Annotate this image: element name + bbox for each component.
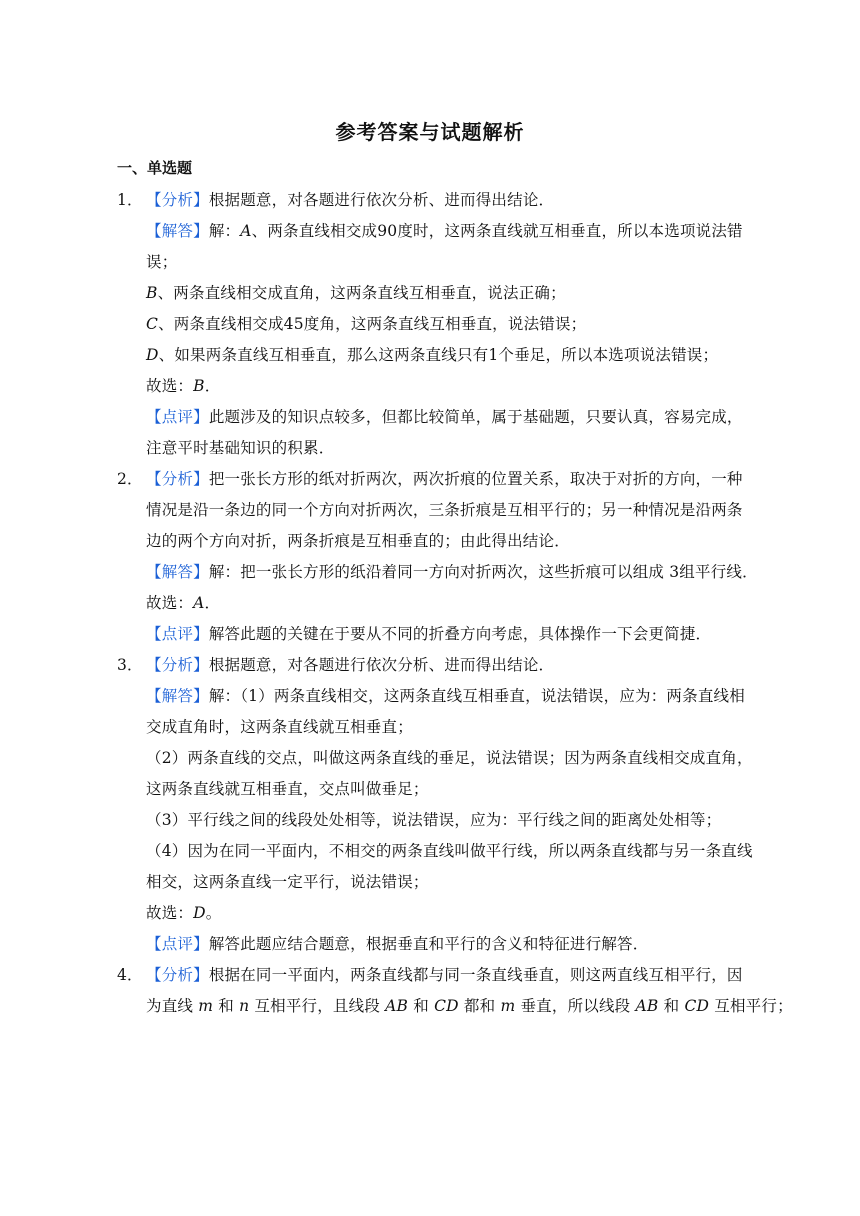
analysis-text: 和 — [408, 997, 435, 1015]
choice-label: 故选： — [146, 904, 194, 922]
analysis-text: 互相平行，且线段 — [249, 997, 386, 1015]
answer-tag: 【解答】 — [146, 687, 209, 705]
option-letter: D — [146, 346, 159, 364]
analysis-text: 为直线 — [146, 997, 199, 1015]
answer-text: 、两条直线相交成直角，这两条直线互相垂直，说法正确； — [157, 284, 566, 302]
answer-text: 这两条直线就互相垂直，交点叫做垂足； — [146, 780, 429, 798]
comment-tag: 【点评】 — [146, 935, 209, 953]
analysis-text: 根据题意，对各题进行依次分析、进而得出结论． — [208, 656, 555, 674]
segment-ab: AB — [635, 997, 659, 1015]
analysis-text: 和 — [658, 997, 685, 1015]
question-number: 4． — [117, 966, 143, 984]
variable-m: m — [198, 997, 214, 1015]
section-heading: 一、单选题 — [117, 159, 193, 177]
choice-letter: D — [193, 904, 206, 922]
answer-tag: 【解答】 — [146, 222, 209, 240]
q1-comment-line — [117, 433, 737, 464]
punctuation: ． — [204, 594, 221, 612]
answer-content — [117, 185, 793, 1022]
answer-text: （4）因为在同一平面内，不相交的两条直线叫做平行线，所以两条直线都与另一条直线 — [146, 842, 753, 860]
page-title: 参考答案与试题解析 — [335, 120, 525, 144]
choice-letter: B — [193, 377, 205, 395]
analysis-tag: 【分析】 — [146, 191, 209, 209]
q2-comment-line — [117, 619, 737, 650]
q3-analysis-line — [117, 650, 737, 681]
choice-label: 故选： — [146, 377, 194, 395]
answer-tag: 【解答】 — [146, 563, 209, 581]
choice-label: 故选： — [146, 594, 194, 612]
answer-text: 解：把一张长方形的纸沿着同一方向对折两次，这些折痕可以组成 3组平行线． — [208, 563, 758, 581]
punctuation: 。 — [205, 904, 222, 922]
analysis-tag: 【分析】 — [146, 966, 209, 984]
answer-text: 交成直角时，这两条直线就互相垂直； — [146, 718, 413, 736]
q1-comment-line — [117, 402, 743, 433]
analysis-text: 边的两个方向对折，两条折痕是互相垂直的；由此得出结论． — [146, 532, 570, 550]
segment-cd: CD — [434, 997, 459, 1015]
q3-comment-line — [117, 929, 737, 960]
analysis-text: 把一张长方形的纸对折两次，两次折痕的位置关系，取决于对折的方向，一种 — [208, 470, 743, 488]
punctuation: ． — [204, 377, 221, 395]
q2-answer-line — [117, 557, 758, 588]
segment-cd: CD — [684, 997, 710, 1015]
q1-analysis-line — [117, 185, 737, 216]
answer-text: 解： — [208, 222, 241, 240]
answer-text: 、两条直线相交成90度时，这两条直线就互相垂直，所以本选项说法错 — [251, 222, 743, 240]
q3-answer-line — [117, 712, 737, 743]
answer-text: （2）两条直线的交点，叫做这两条直线的垂足，说法错误；因为两条直线相交成直角， — [146, 749, 753, 767]
comment-text: 解答此题的关键在于要从不同的折叠方向考虑，具体操作一下会更简捷． — [208, 625, 712, 643]
segment-ab: AB — [385, 997, 409, 1015]
answer-text: 相交，这两条直线一定平行，说法错误； — [146, 873, 429, 891]
option-letter: C — [146, 315, 159, 333]
option-letter: A — [240, 222, 252, 240]
choice-letter: A — [193, 594, 205, 612]
analysis-text: 情况是沿一条边的同一个方向对折两次，三条折痕是互相平行的；另一种情况是沿两条 — [146, 501, 743, 519]
q2-analysis-line — [117, 526, 737, 557]
analysis-text: 都和 — [458, 997, 501, 1015]
question-number: 1． — [117, 191, 143, 209]
comment-text: 此题涉及的知识点较多，但都比较简单，属于基础题，只要认真，容易完成， — [208, 408, 743, 426]
q1-choice-line — [117, 371, 737, 402]
q1-analysis-text: 根据题意，对各题进行依次分析、进而得出结论． — [208, 191, 555, 209]
q1-answer-line — [117, 247, 737, 278]
analysis-tag: 【分析】 — [146, 470, 209, 488]
question-number: 2． — [117, 470, 143, 488]
q2-choice-line — [117, 588, 737, 619]
q3-choice-line — [117, 898, 737, 929]
answer-text: 、两条直线相交成45度角，这两条直线互相垂直，说法错误； — [158, 315, 587, 333]
answer-text: 、如果两条直线互相垂直，那么这两条直线只有1个垂足，所以本选项说法错误； — [158, 346, 719, 364]
answer-text: 解：（1）两条直线相交，这两条直线互相垂直，说法错误，应为：两条直线相 — [208, 687, 745, 705]
analysis-text: 根据在同一平面内，两条直线都与同一条直线垂直，则这两直线互相平行，因 — [208, 966, 743, 984]
analysis-text: 和 — [213, 997, 240, 1015]
q4-analysis-line — [117, 991, 793, 1022]
q3-answer-line — [117, 681, 745, 712]
q2-analysis-line — [117, 495, 743, 526]
question-number: 3． — [117, 656, 143, 674]
comment-text: 解答此题应结合题意，根据垂直和平行的含义和特征进行解答． — [208, 935, 649, 953]
analysis-text: 垂直，所以线段 — [515, 997, 636, 1015]
answer-text: （3）平行线之间的线段处处相等，说法错误，应为：平行线之间的距离处处相等； — [146, 811, 722, 829]
analysis-tag: 【分析】 — [146, 656, 209, 674]
comment-text: 注意平时基础知识的积累． — [146, 439, 335, 457]
q3-answer-line — [117, 743, 753, 774]
q1-option-b-line — [117, 278, 737, 309]
answer-text: 误； — [146, 253, 178, 271]
q1-answer-line — [117, 216, 743, 247]
q3-answer-line — [117, 867, 737, 898]
q3-answer-line — [117, 836, 753, 867]
variable-n: n — [239, 997, 250, 1015]
comment-tag: 【点评】 — [146, 408, 209, 426]
comment-tag: 【点评】 — [146, 625, 209, 643]
variable-m: m — [500, 997, 516, 1015]
q4-analysis-line — [117, 960, 743, 991]
q3-answer-line — [117, 805, 737, 836]
q1-option-c-line — [117, 309, 737, 340]
q2-analysis-line — [117, 464, 743, 495]
q1-option-d-line — [117, 340, 737, 371]
option-letter: B — [146, 284, 158, 302]
q3-answer-line — [117, 774, 737, 805]
analysis-text: 互相平行； — [709, 997, 793, 1015]
